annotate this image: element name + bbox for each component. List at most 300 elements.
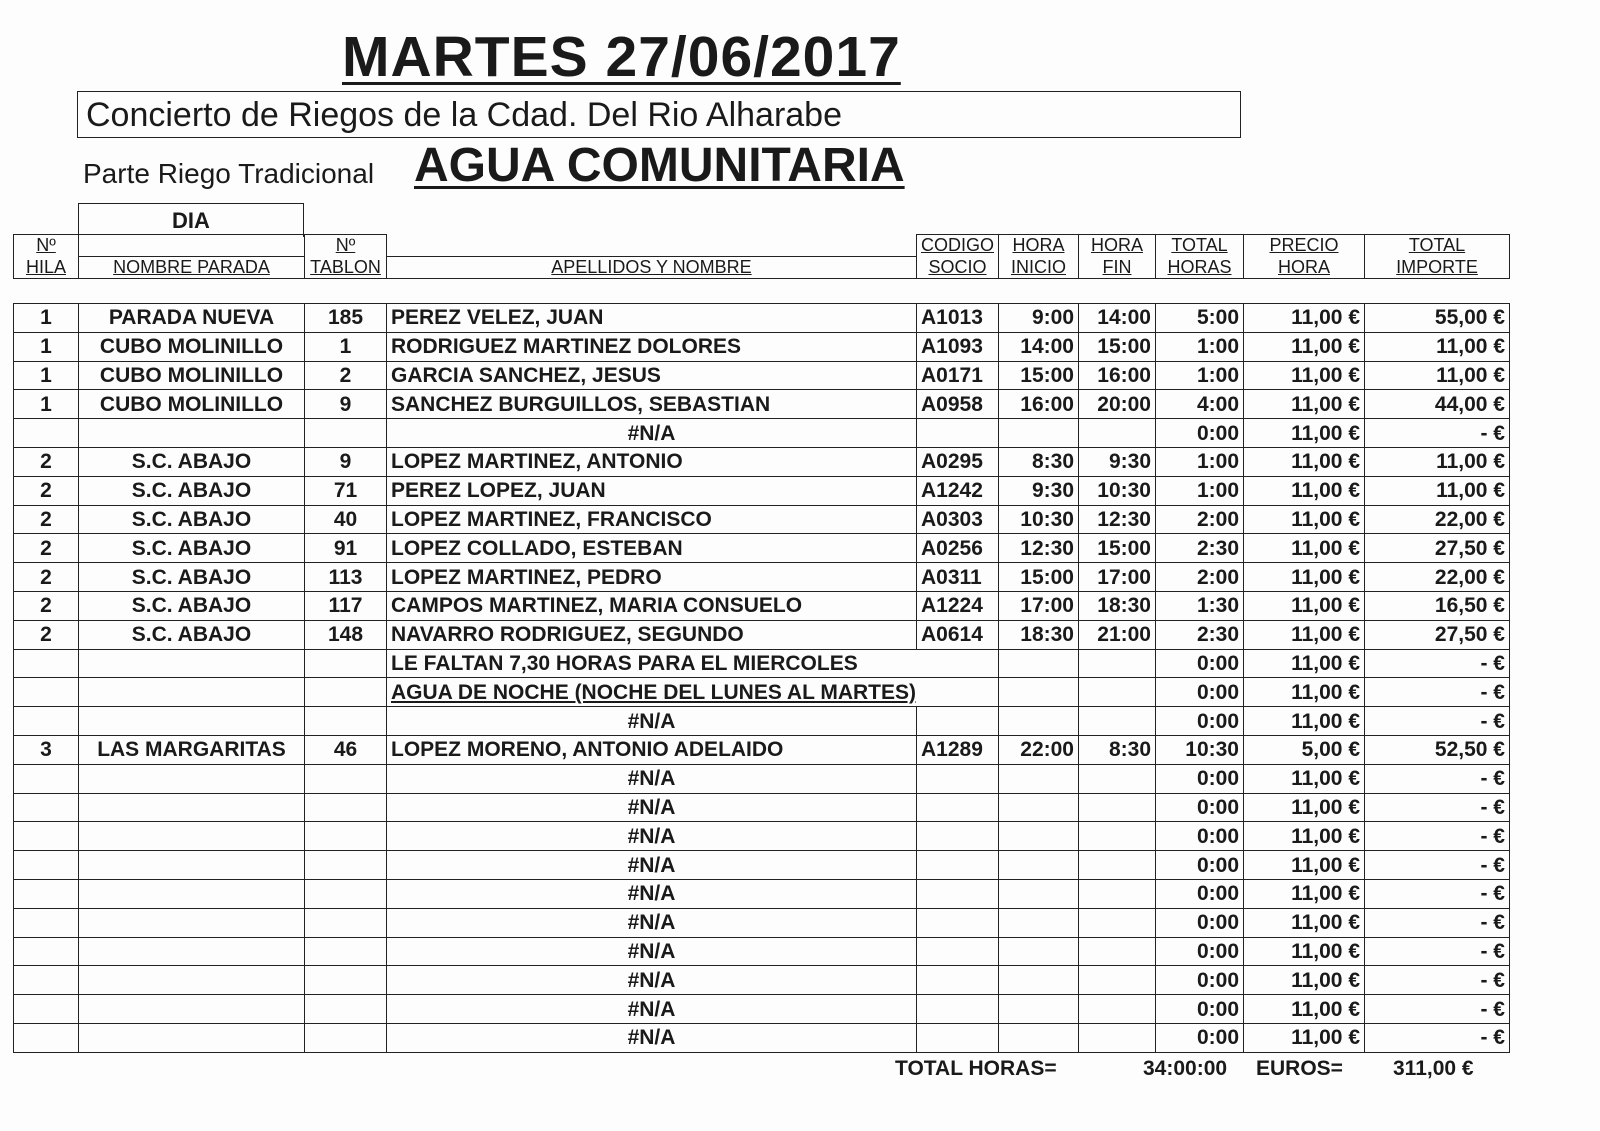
table-row (14, 591, 1510, 620)
cell-precio: 11,00 € (1244, 620, 1365, 649)
header-importe-2: IMPORTE (1365, 257, 1510, 279)
page-title: MARTES 27/06/2017 (342, 25, 901, 89)
cell-tablon: 9 (305, 390, 387, 419)
header-horas-1: TOTAL (1156, 235, 1244, 257)
header-precio-2: HORA (1244, 257, 1365, 279)
cell-nombre: RODRIGUEZ MARTINEZ DOLORES (387, 332, 917, 361)
cell-hila: 2 (14, 534, 79, 563)
cell-total-horas: 0:00 (1156, 908, 1244, 937)
cell-total-horas: 0:00 (1156, 966, 1244, 995)
cell-codigo: A0614 (917, 620, 999, 649)
cell-hora-fin: 21:00 (1079, 620, 1156, 649)
cell-parada: S.C. ABAJO (79, 476, 305, 505)
header-nombre: APELLIDOS Y NOMBRE (387, 257, 917, 279)
cell-parada: S.C. ABAJO (79, 591, 305, 620)
cell-total-horas: 0:00 (1156, 793, 1244, 822)
cell-precio: 5,00 € (1244, 735, 1365, 764)
table-row (14, 793, 1510, 822)
cell-parada: S.C. ABAJO (79, 563, 305, 592)
cell-tablon (305, 995, 387, 1024)
cell-total-horas: 2:00 (1156, 505, 1244, 534)
cell-total-horas: 0:00 (1156, 937, 1244, 966)
cell-importe: 22,00 € (1365, 563, 1510, 592)
cell-nombre: CAMPOS MARTINEZ, MARIA CONSUELO (387, 591, 917, 620)
table-row (14, 361, 1510, 390)
cell-tablon (305, 764, 387, 793)
cell-parada (79, 937, 305, 966)
cell-tablon (305, 908, 387, 937)
cell-hora-fin: 16:00 (1079, 361, 1156, 390)
cell-hora-inicio: 15:00 (999, 563, 1079, 592)
table-row (14, 735, 1510, 764)
cell-parada: CUBO MOLINILLO (79, 332, 305, 361)
cell-nombre: LOPEZ MARTINEZ, FRANCISCO (387, 505, 917, 534)
cell-hora-fin (1079, 649, 1156, 678)
cell-hora-inicio (999, 937, 1079, 966)
cell-hora-fin: 15:00 (1079, 534, 1156, 563)
table-row (14, 620, 1510, 649)
cell-nombre: #N/A (387, 1023, 917, 1052)
cell-hora-fin (1079, 851, 1156, 880)
table-row (14, 707, 1510, 736)
cell-hora-inicio: 9:30 (999, 476, 1079, 505)
cell-total-horas: 0:00 (1156, 879, 1244, 908)
cell-parada (79, 966, 305, 995)
cell-total-horas: 0:00 (1156, 822, 1244, 851)
cell-tablon (305, 419, 387, 448)
cell-codigo: A0295 (917, 447, 999, 476)
cell-codigo: A1242 (917, 476, 999, 505)
table-row (14, 879, 1510, 908)
cell-tablon (305, 851, 387, 880)
cell-precio: 11,00 € (1244, 707, 1365, 736)
euros-label: EUROS= (1256, 1057, 1343, 1080)
cell-importe: - € (1365, 995, 1510, 1024)
cell-nombre: #N/A (387, 764, 917, 793)
cell-hora-inicio: 12:30 (999, 534, 1079, 563)
cell-total-horas: 0:00 (1156, 851, 1244, 880)
cell-precio: 11,00 € (1244, 361, 1365, 390)
cell-importe: - € (1365, 1023, 1510, 1052)
table-row (14, 649, 1510, 678)
cell-hora-fin (1079, 995, 1156, 1024)
cell-precio: 11,00 € (1244, 678, 1365, 707)
cell-precio: 11,00 € (1244, 419, 1365, 448)
cell-codigo (917, 937, 999, 966)
cell-tablon: 113 (305, 563, 387, 592)
euros-value: 311,00 € (1393, 1057, 1474, 1080)
cell-tablon (305, 678, 387, 707)
cell-hora-inicio (999, 966, 1079, 995)
cell-hila: 2 (14, 476, 79, 505)
cell-nombre: PEREZ VELEZ, JUAN (387, 304, 917, 333)
cell-importe: 22,00 € (1365, 505, 1510, 534)
cell-hila (14, 793, 79, 822)
cell-importe: - € (1365, 793, 1510, 822)
cell-tablon (305, 793, 387, 822)
cell-total-horas: 1:00 (1156, 447, 1244, 476)
cell-tablon: 9 (305, 447, 387, 476)
cell-codigo (917, 793, 999, 822)
cell-parada: LAS MARGARITAS (79, 735, 305, 764)
table-row (14, 764, 1510, 793)
cell-importe: 27,50 € (1365, 534, 1510, 563)
cell-nombre: #N/A (387, 908, 917, 937)
cell-parada: CUBO MOLINILLO (79, 390, 305, 419)
cell-nombre: #N/A (387, 879, 917, 908)
cell-precio: 11,00 € (1244, 822, 1365, 851)
cell-hora-fin: 17:00 (1079, 563, 1156, 592)
cell-nombre: AGUA DE NOCHE (NOCHE DEL LUNES AL MARTES) (387, 678, 999, 707)
cell-codigo: A1224 (917, 591, 999, 620)
table-row (14, 822, 1510, 851)
cell-hora-inicio (999, 419, 1079, 448)
cell-total-horas: 0:00 (1156, 707, 1244, 736)
cell-precio: 11,00 € (1244, 390, 1365, 419)
cell-hora-fin (1079, 707, 1156, 736)
cell-nombre: GARCIA SANCHEZ, JESUS (387, 361, 917, 390)
cell-total-horas: 1:00 (1156, 476, 1244, 505)
cell-hora-inicio (999, 764, 1079, 793)
cell-hora-fin (1079, 678, 1156, 707)
cell-tablon: 185 (305, 304, 387, 333)
cell-parada (79, 649, 305, 678)
cell-hila (14, 764, 79, 793)
cell-total-horas: 1:00 (1156, 361, 1244, 390)
cell-parada: CUBO MOLINILLO (79, 361, 305, 390)
cell-hora-fin (1079, 793, 1156, 822)
table-row (14, 1023, 1510, 1052)
cell-hila: 2 (14, 563, 79, 592)
agua-label: AGUA COMUNITARIA (414, 139, 905, 192)
cell-nombre: SANCHEZ BURGUILLOS, SEBASTIAN (387, 390, 917, 419)
cell-importe: - € (1365, 678, 1510, 707)
total-horas-label: TOTAL HORAS= (895, 1057, 1057, 1080)
table-row (14, 966, 1510, 995)
cell-hila: 2 (14, 620, 79, 649)
cell-codigo (917, 908, 999, 937)
cell-codigo (917, 822, 999, 851)
cell-hora-inicio: 15:00 (999, 361, 1079, 390)
cell-hora-fin (1079, 879, 1156, 908)
cell-tablon: 148 (305, 620, 387, 649)
cell-codigo (917, 1023, 999, 1052)
cell-parada: PARADA NUEVA (79, 304, 305, 333)
cell-tablon (305, 879, 387, 908)
cell-precio: 11,00 € (1244, 649, 1365, 678)
cell-hora-fin: 20:00 (1079, 390, 1156, 419)
cell-codigo: A0256 (917, 534, 999, 563)
cell-hila: 3 (14, 735, 79, 764)
cell-total-horas: 0:00 (1156, 1023, 1244, 1052)
cell-tablon: 1 (305, 332, 387, 361)
cell-parada (79, 793, 305, 822)
cell-hora-fin (1079, 1023, 1156, 1052)
cell-tablon (305, 937, 387, 966)
cell-nombre: LOPEZ MARTINEZ, PEDRO (387, 563, 917, 592)
cell-tablon: 40 (305, 505, 387, 534)
cell-codigo: A0171 (917, 361, 999, 390)
cell-precio: 11,00 € (1244, 332, 1365, 361)
cell-codigo: A1093 (917, 332, 999, 361)
cell-nombre: PEREZ LOPEZ, JUAN (387, 476, 917, 505)
cell-hila: 1 (14, 361, 79, 390)
cell-codigo (917, 879, 999, 908)
cell-total-horas: 0:00 (1156, 764, 1244, 793)
cell-precio: 11,00 € (1244, 505, 1365, 534)
cell-codigo (917, 419, 999, 448)
cell-nombre: #N/A (387, 851, 917, 880)
table-row (14, 447, 1510, 476)
column-header (13, 234, 1510, 279)
cell-hora-inicio (999, 822, 1079, 851)
cell-parada (79, 995, 305, 1024)
cell-tablon: 117 (305, 591, 387, 620)
cell-hila (14, 1023, 79, 1052)
cell-hora-inicio: 16:00 (999, 390, 1079, 419)
cell-parada: S.C. ABAJO (79, 505, 305, 534)
cell-precio: 11,00 € (1244, 447, 1365, 476)
cell-hila: 1 (14, 304, 79, 333)
cell-hila (14, 678, 79, 707)
cell-parada: S.C. ABAJO (79, 447, 305, 476)
cell-precio: 11,00 € (1244, 793, 1365, 822)
cell-parada: S.C. ABAJO (79, 620, 305, 649)
cell-nombre: #N/A (387, 995, 917, 1024)
cell-total-horas: 2:30 (1156, 620, 1244, 649)
cell-precio: 11,00 € (1244, 563, 1365, 592)
cell-hila: 2 (14, 591, 79, 620)
cell-codigo: A1289 (917, 735, 999, 764)
cell-nombre: #N/A (387, 937, 917, 966)
cell-hora-inicio: 9:00 (999, 304, 1079, 333)
cell-hila (14, 908, 79, 937)
cell-total-horas: 4:00 (1156, 390, 1244, 419)
cell-importe: - € (1365, 419, 1510, 448)
cell-importe: 16,50 € (1365, 591, 1510, 620)
cell-importe: 11,00 € (1365, 361, 1510, 390)
cell-importe: - € (1365, 822, 1510, 851)
cell-total-horas: 2:30 (1156, 534, 1244, 563)
cell-importe: 11,00 € (1365, 332, 1510, 361)
cell-importe: - € (1365, 851, 1510, 880)
table-row (14, 304, 1510, 333)
cell-tablon (305, 966, 387, 995)
cell-precio: 11,00 € (1244, 851, 1365, 880)
cell-codigo (917, 707, 999, 736)
cell-parada (79, 419, 305, 448)
cell-codigo: A0303 (917, 505, 999, 534)
cell-importe: 27,50 € (1365, 620, 1510, 649)
cell-importe: 44,00 € (1365, 390, 1510, 419)
table-row (14, 332, 1510, 361)
header-horas-2: HORAS (1156, 257, 1244, 279)
header-tablon-1: Nº (305, 235, 387, 257)
cell-hora-fin (1079, 764, 1156, 793)
cell-hila: 2 (14, 447, 79, 476)
header-codigo-1: CODIGO (917, 235, 999, 257)
cell-total-horas: 10:30 (1156, 735, 1244, 764)
header-hila-2: HILA (14, 257, 79, 279)
cell-codigo (917, 966, 999, 995)
cell-hora-fin: 18:30 (1079, 591, 1156, 620)
cell-importe: 11,00 € (1365, 476, 1510, 505)
cell-precio: 11,00 € (1244, 764, 1365, 793)
cell-importe: - € (1365, 764, 1510, 793)
cell-hila: 1 (14, 332, 79, 361)
cell-hora-inicio: 8:30 (999, 447, 1079, 476)
cell-precio: 11,00 € (1244, 879, 1365, 908)
cell-tablon (305, 649, 387, 678)
cell-hora-inicio (999, 851, 1079, 880)
cell-hila: 2 (14, 505, 79, 534)
cell-hora-inicio: 22:00 (999, 735, 1079, 764)
cell-nombre: LOPEZ COLLADO, ESTEBAN (387, 534, 917, 563)
cell-codigo (917, 764, 999, 793)
cell-parada (79, 707, 305, 736)
cell-tablon (305, 822, 387, 851)
cell-total-horas: 0:00 (1156, 649, 1244, 678)
cell-codigo: A0311 (917, 563, 999, 592)
header-inicio-1: HORA (999, 235, 1079, 257)
cell-total-horas: 5:00 (1156, 304, 1244, 333)
table-row (14, 851, 1510, 880)
cell-codigo (917, 995, 999, 1024)
cell-precio: 11,00 € (1244, 534, 1365, 563)
cell-hila (14, 937, 79, 966)
cell-hila (14, 879, 79, 908)
table-row (14, 534, 1510, 563)
cell-hila (14, 419, 79, 448)
cell-importe: 52,50 € (1365, 735, 1510, 764)
cell-codigo (917, 851, 999, 880)
header-fin-1: HORA (1079, 235, 1156, 257)
table-row (14, 937, 1510, 966)
cell-precio: 11,00 € (1244, 1023, 1365, 1052)
cell-hora-inicio: 18:30 (999, 620, 1079, 649)
header-parada-blank (79, 235, 305, 257)
cell-precio: 11,00 € (1244, 304, 1365, 333)
cell-hora-inicio (999, 793, 1079, 822)
cell-hora-fin: 9:30 (1079, 447, 1156, 476)
table-row (14, 476, 1510, 505)
cell-hila (14, 822, 79, 851)
cell-tablon: 91 (305, 534, 387, 563)
cell-hila: 1 (14, 390, 79, 419)
cell-total-horas: 0:00 (1156, 678, 1244, 707)
cell-hora-fin (1079, 966, 1156, 995)
cell-total-horas: 0:00 (1156, 995, 1244, 1024)
cell-hora-inicio: 10:30 (999, 505, 1079, 534)
cell-hila (14, 649, 79, 678)
cell-hora-inicio: 14:00 (999, 332, 1079, 361)
cell-parada (79, 822, 305, 851)
cell-hora-inicio (999, 1023, 1079, 1052)
cell-hora-inicio (999, 908, 1079, 937)
cell-hora-inicio: 17:00 (999, 591, 1079, 620)
cell-importe: - € (1365, 966, 1510, 995)
cell-hila (14, 995, 79, 1024)
cell-nombre: #N/A (387, 793, 917, 822)
dia-box: DIA (78, 203, 304, 237)
cell-nombre: #N/A (387, 966, 917, 995)
cell-hora-inicio (999, 678, 1079, 707)
cell-parada: S.C. ABAJO (79, 534, 305, 563)
cell-nombre: LOPEZ MARTINEZ, ANTONIO (387, 447, 917, 476)
header-tablon-2: TABLON (305, 257, 387, 279)
cell-importe: 55,00 € (1365, 304, 1510, 333)
cell-nombre: NAVARRO RODRIGUEZ, SEGUNDO (387, 620, 917, 649)
cell-importe: - € (1365, 649, 1510, 678)
cell-hora-fin (1079, 937, 1156, 966)
cell-precio: 11,00 € (1244, 476, 1365, 505)
cell-parada (79, 851, 305, 880)
cell-total-horas: 1:00 (1156, 332, 1244, 361)
cell-tablon: 71 (305, 476, 387, 505)
cell-hora-fin: 8:30 (1079, 735, 1156, 764)
parte-label: Parte Riego Tradicional (83, 158, 375, 189)
cell-tablon: 2 (305, 361, 387, 390)
table-row (14, 390, 1510, 419)
header-precio-1: PRECIO (1244, 235, 1365, 257)
table-row (14, 419, 1510, 448)
cell-hora-fin: 15:00 (1079, 332, 1156, 361)
cell-codigo: A1013 (917, 304, 999, 333)
header-nombre-blank (387, 235, 917, 257)
cell-parada (79, 678, 305, 707)
cell-total-horas: 1:30 (1156, 591, 1244, 620)
header-hila-1: Nº (14, 235, 79, 257)
table-row (14, 563, 1510, 592)
total-horas-value: 34:00:00 (1143, 1057, 1228, 1080)
header-codigo-2: SOCIO (917, 257, 999, 279)
cell-importe: - € (1365, 937, 1510, 966)
cell-importe: - € (1365, 879, 1510, 908)
cell-hora-inicio (999, 879, 1079, 908)
cell-precio: 11,00 € (1244, 966, 1365, 995)
cell-tablon (305, 1023, 387, 1052)
cell-importe: - € (1365, 908, 1510, 937)
table-row (14, 678, 1510, 707)
header-parada: NOMBRE PARADA (79, 257, 305, 279)
cell-precio: 11,00 € (1244, 591, 1365, 620)
header-fin-2: FIN (1079, 257, 1156, 279)
subtitle-box: Concierto de Riegos de la Cdad. Del Rio Alharabe (77, 91, 1241, 138)
cell-hora-fin: 12:30 (1079, 505, 1156, 534)
cell-precio: 11,00 € (1244, 908, 1365, 937)
cell-total-horas: 0:00 (1156, 419, 1244, 448)
cell-parada (79, 1023, 305, 1052)
cell-precio: 11,00 € (1244, 995, 1365, 1024)
cell-codigo: A0958 (917, 390, 999, 419)
cell-nombre: #N/A (387, 707, 917, 736)
cell-parada (79, 908, 305, 937)
header-inicio-2: INICIO (999, 257, 1079, 279)
cell-nombre: #N/A (387, 822, 917, 851)
cell-tablon (305, 707, 387, 736)
table-row (14, 505, 1510, 534)
cell-hora-inicio (999, 649, 1079, 678)
cell-nombre: LE FALTAN 7,30 HORAS PARA EL MIERCOLES (387, 649, 999, 678)
cell-precio: 11,00 € (1244, 937, 1365, 966)
cell-hora-fin (1079, 908, 1156, 937)
cell-hora-inicio (999, 995, 1079, 1024)
cell-hora-fin (1079, 822, 1156, 851)
table-row (14, 995, 1510, 1024)
cell-parada (79, 879, 305, 908)
cell-importe: 11,00 € (1365, 447, 1510, 476)
header-importe-1: TOTAL (1365, 235, 1510, 257)
